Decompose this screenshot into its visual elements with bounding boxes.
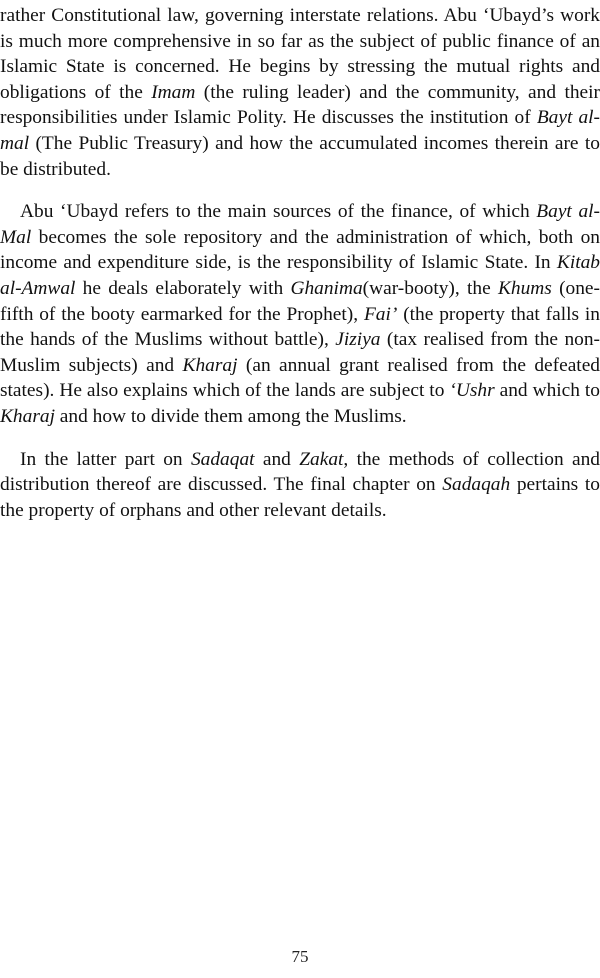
text-run: (tax realised from the non-Muslim subjects) and bbox=[0, 329, 600, 376]
italic-term: Ghanima bbox=[290, 277, 363, 299]
text-run: he deals elaborately with bbox=[75, 277, 291, 299]
italic-term: Khums bbox=[497, 277, 552, 299]
paragraph bbox=[0, 199, 600, 429]
paragraph bbox=[0, 3, 600, 182]
text-run: becomes the sole repository and the administration of which, both on income and expenditure side, is the responsibility of Islamic State. In bbox=[0, 226, 600, 274]
text-run: In the latter part on bbox=[20, 448, 191, 470]
italic-term: Imam bbox=[151, 81, 196, 103]
text-run: and bbox=[254, 448, 300, 470]
italic-term: Kitab al-Amwal bbox=[0, 252, 600, 299]
italic-term: Kharaj bbox=[182, 354, 238, 376]
text-run: , the methods of collection and distribution thereof are discussed. The final chapter on bbox=[0, 448, 600, 496]
italic-term: Fai’ bbox=[363, 303, 398, 325]
text-run: (one-fifth of the booty earmarked for the Prophet), bbox=[0, 277, 600, 325]
italic-term: Bayt al-Mal bbox=[0, 201, 600, 248]
body-text bbox=[0, 3, 600, 523]
text-run: and which to bbox=[494, 380, 600, 402]
text-run: pertains to the property of orphans and other relevant details. bbox=[0, 474, 600, 521]
italic-term: Zakat bbox=[299, 448, 344, 470]
text-run: rather Constitutional law, governing interstate relations. Abu ‘Ubayd’s work is much more comprehensive in so far as the subject of public finance of an Islamic State is concerned. He begins by stressing the mutual rights and obligations of the bbox=[0, 5, 600, 103]
italic-term: Sadaqah bbox=[442, 474, 511, 496]
italic-term: ‘Ushr bbox=[449, 380, 495, 402]
italic-term: Sadaqat bbox=[190, 448, 255, 470]
italic-term: Kharaj bbox=[0, 405, 55, 427]
italic-term: Jiziya bbox=[335, 329, 381, 351]
page-number: 75 bbox=[291, 947, 309, 966]
italic-term: Bayt al-mal bbox=[0, 107, 600, 154]
text-run: (The Public Treasury) and how the accumulated incomes therein are to be distributed. bbox=[0, 132, 600, 180]
text-run: (war-booty), the bbox=[362, 277, 498, 299]
paragraph bbox=[0, 447, 600, 524]
text-run: (the property that falls in the hands of the Muslims without battle), bbox=[0, 303, 600, 351]
text-run: (an annual grant realised from the defeated states). He also explains which of the lands are subject to bbox=[0, 354, 600, 402]
text-run: and how to divide them among the Muslims. bbox=[54, 405, 407, 427]
text-run: Abu ‘Ubayd refers to the main sources of the finance, of which bbox=[20, 201, 537, 223]
text-run: (the ruling leader) and the community, and their responsibilities under Islamic Polity. He discusses the institution of bbox=[0, 81, 600, 129]
